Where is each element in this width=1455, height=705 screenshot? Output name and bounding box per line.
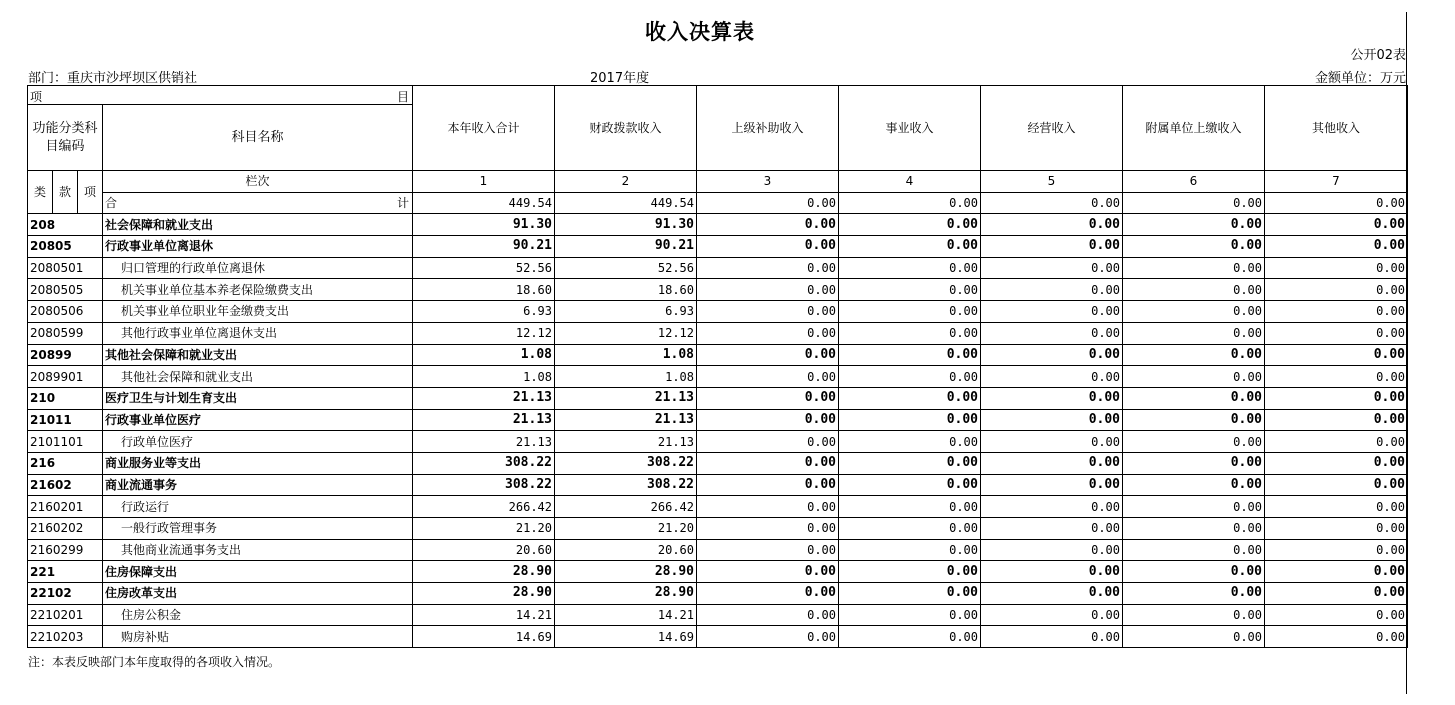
row-value-c2: 21.13 (555, 409, 697, 431)
total-c4: 0.00 (839, 192, 981, 214)
row-value-c3: 0.00 (697, 236, 839, 258)
table-row (28, 561, 1408, 583)
row-code: 2160202 (28, 518, 103, 540)
row-value-c3: 0.00 (697, 279, 839, 301)
header-xiang2: 项 (78, 171, 103, 214)
page-title: 收入决算表 (645, 20, 755, 44)
row-name: 商业服务业等支出 (103, 452, 413, 474)
col-number-5: 5 (981, 171, 1123, 193)
table-row (28, 257, 1408, 279)
table-row (28, 539, 1408, 561)
row-value-c7: 0.00 (1265, 561, 1408, 583)
row-value-c7: 0.00 (1265, 214, 1408, 236)
table-row (28, 583, 1408, 605)
row-code: 2160299 (28, 539, 103, 561)
row-value-c4: 0.00 (839, 387, 981, 409)
row-name: 行政事业单位医疗 (103, 409, 413, 431)
col-number-4: 4 (839, 171, 981, 193)
row-value-c5: 0.00 (981, 409, 1123, 431)
row-value-c6: 0.00 (1123, 604, 1265, 626)
row-value-c1: 266.42 (413, 496, 555, 518)
row-code: 21011 (28, 409, 103, 431)
header-c5: 经营收入 (981, 86, 1123, 171)
row-value-c6: 0.00 (1123, 539, 1265, 561)
row-value-c7: 0.00 (1265, 583, 1408, 605)
row-value-c3: 0.00 (697, 583, 839, 605)
total-ji: 计 (396, 195, 409, 210)
row-value-c6: 0.00 (1123, 561, 1265, 583)
row-value-c2: 52.56 (555, 257, 697, 279)
row-value-c2: 21.13 (555, 387, 697, 409)
row-value-c3: 0.00 (697, 301, 839, 323)
row-value-c7: 0.00 (1265, 301, 1408, 323)
header-lanci: 栏次 (103, 171, 413, 193)
row-value-c5: 0.00 (981, 496, 1123, 518)
row-value-c5: 0.00 (981, 387, 1123, 409)
row-value-c7: 0.00 (1265, 496, 1408, 518)
total-c6: 0.00 (1123, 192, 1265, 214)
col-number-7: 7 (1265, 171, 1408, 193)
header-xiang: 项 (30, 90, 43, 104)
row-name: 归口管理的行政单位离退休 (103, 257, 413, 279)
row-value-c4: 0.00 (839, 279, 981, 301)
row-value-c1: 6.93 (413, 301, 555, 323)
row-value-c4: 0.00 (839, 452, 981, 474)
row-value-c7: 0.00 (1265, 236, 1408, 258)
row-name: 住房改革支出 (103, 583, 413, 605)
row-value-c2: 91.30 (555, 214, 697, 236)
row-value-c6: 0.00 (1123, 452, 1265, 474)
row-value-c3: 0.00 (697, 387, 839, 409)
table-row (28, 518, 1408, 540)
row-code: 21602 (28, 474, 103, 496)
row-value-c4: 0.00 (839, 257, 981, 279)
footnote: 注：本表反映部门本年度取得的各项收入情况。 (28, 655, 281, 669)
table-row (28, 626, 1408, 648)
row-value-c6: 0.00 (1123, 409, 1265, 431)
row-name: 机关事业单位职业年金缴费支出 (103, 301, 413, 323)
total-label (103, 192, 413, 214)
row-value-c2: 1.08 (555, 366, 697, 388)
row-value-c2: 12.12 (555, 322, 697, 344)
row-name: 购房补贴 (103, 626, 413, 648)
row-value-c1: 21.13 (413, 387, 555, 409)
row-code: 2210203 (28, 626, 103, 648)
row-value-c3: 0.00 (697, 626, 839, 648)
header-mu: 目 (396, 90, 409, 104)
row-value-c5: 0.00 (981, 279, 1123, 301)
row-value-c3: 0.00 (697, 257, 839, 279)
row-name: 其他社会保障和就业支出 (103, 366, 413, 388)
row-value-c5: 0.00 (981, 452, 1123, 474)
row-value-c7: 0.00 (1265, 257, 1408, 279)
row-name: 商业流通事务 (103, 474, 413, 496)
header-subject-block (28, 86, 413, 171)
row-code: 2089901 (28, 366, 103, 388)
row-value-c4: 0.00 (839, 431, 981, 453)
row-value-c3: 0.00 (697, 322, 839, 344)
header-func-class: 功能分类科目编码 (28, 105, 103, 171)
row-value-c2: 6.93 (555, 301, 697, 323)
row-value-c6: 0.00 (1123, 626, 1265, 648)
table-row (28, 322, 1408, 344)
row-value-c1: 18.60 (413, 279, 555, 301)
row-value-c3: 0.00 (697, 561, 839, 583)
row-value-c5: 0.00 (981, 301, 1123, 323)
row-value-c7: 0.00 (1265, 474, 1408, 496)
row-value-c3: 0.00 (697, 496, 839, 518)
row-code: 20899 (28, 344, 103, 366)
total-c3: 0.00 (697, 192, 839, 214)
row-value-c6: 0.00 (1123, 387, 1265, 409)
row-value-c6: 0.00 (1123, 257, 1265, 279)
row-value-c4: 0.00 (839, 214, 981, 236)
row-value-c2: 14.69 (555, 626, 697, 648)
row-code: 2210201 (28, 604, 103, 626)
row-value-c7: 0.00 (1265, 322, 1408, 344)
col-number-6: 6 (1123, 171, 1265, 193)
row-value-c2: 28.90 (555, 583, 697, 605)
row-value-c1: 1.08 (413, 344, 555, 366)
header-subject-inner (28, 104, 413, 171)
row-value-c6: 0.00 (1123, 518, 1265, 540)
row-value-c3: 0.00 (697, 474, 839, 496)
row-value-c5: 0.00 (981, 257, 1123, 279)
row-value-c1: 308.22 (413, 474, 555, 496)
total-he: 合 (105, 195, 118, 210)
row-value-c5: 0.00 (981, 214, 1123, 236)
header-row (28, 86, 1408, 171)
unit-label: 金额单位：万元 (1314, 71, 1406, 86)
row-code: 2080599 (28, 322, 103, 344)
row-value-c4: 0.00 (839, 344, 981, 366)
row-code: 2080501 (28, 257, 103, 279)
income-table (27, 85, 1408, 648)
row-value-c3: 0.00 (697, 604, 839, 626)
row-value-c1: 28.90 (413, 583, 555, 605)
row-code: 221 (28, 561, 103, 583)
row-value-c4: 0.00 (839, 236, 981, 258)
row-value-c5: 0.00 (981, 236, 1123, 258)
row-value-c3: 0.00 (697, 214, 839, 236)
table-row (28, 431, 1408, 453)
row-value-c2: 21.13 (555, 431, 697, 453)
row-value-c6: 0.00 (1123, 344, 1265, 366)
row-value-c6: 0.00 (1123, 583, 1265, 605)
row-name: 行政事业单位离退休 (103, 236, 413, 258)
row-value-c7: 0.00 (1265, 626, 1408, 648)
table-row (28, 236, 1408, 258)
header-kuan: 款 (53, 171, 78, 214)
header-c1: 本年收入合计 (413, 86, 555, 171)
row-value-c4: 0.00 (839, 366, 981, 388)
table-row (28, 496, 1408, 518)
row-code: 2080506 (28, 301, 103, 323)
row-value-c6: 0.00 (1123, 279, 1265, 301)
row-value-c5: 0.00 (981, 431, 1123, 453)
row-value-c4: 0.00 (839, 583, 981, 605)
row-code: 2080505 (28, 279, 103, 301)
table-row (28, 344, 1408, 366)
header-c4: 事业收入 (839, 86, 981, 171)
year-label: 2017年度 (590, 71, 650, 86)
row-value-c7: 0.00 (1265, 539, 1408, 561)
row-value-c3: 0.00 (697, 518, 839, 540)
header-c2: 财政拨款收入 (555, 86, 697, 171)
row-value-c1: 90.21 (413, 236, 555, 258)
row-value-c1: 91.30 (413, 214, 555, 236)
row-value-c6: 0.00 (1123, 301, 1265, 323)
row-value-c6: 0.00 (1123, 236, 1265, 258)
total-row (28, 192, 1408, 214)
row-value-c5: 0.00 (981, 344, 1123, 366)
row-value-c7: 0.00 (1265, 452, 1408, 474)
row-value-c6: 0.00 (1123, 474, 1265, 496)
row-value-c4: 0.00 (839, 626, 981, 648)
header-c6: 附属单位上缴收入 (1123, 86, 1265, 171)
row-value-c6: 0.00 (1123, 366, 1265, 388)
row-value-c5: 0.00 (981, 626, 1123, 648)
row-value-c4: 0.00 (839, 301, 981, 323)
row-value-c7: 0.00 (1265, 344, 1408, 366)
row-value-c4: 0.00 (839, 604, 981, 626)
table-row (28, 452, 1408, 474)
row-value-c5: 0.00 (981, 518, 1123, 540)
table-row (28, 604, 1408, 626)
row-value-c7: 0.00 (1265, 518, 1408, 540)
table-row (28, 387, 1408, 409)
row-code: 20805 (28, 236, 103, 258)
row-value-c1: 52.56 (413, 257, 555, 279)
row-value-c3: 0.00 (697, 409, 839, 431)
row-value-c1: 1.08 (413, 366, 555, 388)
row-value-c1: 308.22 (413, 452, 555, 474)
row-value-c4: 0.00 (839, 561, 981, 583)
table-row (28, 409, 1408, 431)
row-value-c1: 12.12 (413, 322, 555, 344)
header-subject-name: 科目名称 (103, 105, 413, 171)
row-name: 医疗卫生与计划生育支出 (103, 387, 413, 409)
row-value-c3: 0.00 (697, 366, 839, 388)
row-value-c6: 0.00 (1123, 431, 1265, 453)
row-name: 其他社会保障和就业支出 (103, 344, 413, 366)
row-value-c7: 0.00 (1265, 431, 1408, 453)
row-value-c2: 18.60 (555, 279, 697, 301)
row-value-c5: 0.00 (981, 539, 1123, 561)
form-id: 公开02表 (1350, 48, 1406, 63)
table-row (28, 474, 1408, 496)
row-name: 其他行政事业单位离退休支出 (103, 322, 413, 344)
row-value-c6: 0.00 (1123, 322, 1265, 344)
row-value-c7: 0.00 (1265, 366, 1408, 388)
row-name: 住房公积金 (103, 604, 413, 626)
table-row (28, 366, 1408, 388)
row-code: 2101101 (28, 431, 103, 453)
row-name: 一般行政管理事务 (103, 518, 413, 540)
row-value-c2: 14.21 (555, 604, 697, 626)
row-value-c2: 266.42 (555, 496, 697, 518)
row-value-c3: 0.00 (697, 452, 839, 474)
row-value-c3: 0.00 (697, 344, 839, 366)
row-value-c1: 21.13 (413, 409, 555, 431)
header-lei: 类 (28, 171, 53, 214)
row-name: 机关事业单位基本养老保险缴费支出 (103, 279, 413, 301)
department-label: 部门：重庆市沙坪坝区供销社 (28, 71, 198, 86)
row-value-c2: 308.22 (555, 474, 697, 496)
row-value-c6: 0.00 (1123, 214, 1265, 236)
table-row (28, 279, 1408, 301)
row-name: 社会保障和就业支出 (103, 214, 413, 236)
row-value-c4: 0.00 (839, 474, 981, 496)
col-number-1: 1 (413, 171, 555, 193)
row-value-c4: 0.00 (839, 409, 981, 431)
row-value-c7: 0.00 (1265, 604, 1408, 626)
total-c7: 0.00 (1265, 192, 1408, 214)
row-value-c5: 0.00 (981, 366, 1123, 388)
row-value-c5: 0.00 (981, 561, 1123, 583)
row-value-c5: 0.00 (981, 583, 1123, 605)
row-value-c2: 20.60 (555, 539, 697, 561)
row-code: 208 (28, 214, 103, 236)
row-value-c5: 0.00 (981, 604, 1123, 626)
total-c5: 0.00 (981, 192, 1123, 214)
row-value-c4: 0.00 (839, 322, 981, 344)
header-c3: 上级补助收入 (697, 86, 839, 171)
row-value-c6: 0.00 (1123, 496, 1265, 518)
header-c7: 其他收入 (1265, 86, 1408, 171)
row-code: 216 (28, 452, 103, 474)
row-code: 210 (28, 387, 103, 409)
col-number-3: 3 (697, 171, 839, 193)
row-value-c4: 0.00 (839, 496, 981, 518)
row-name: 其他商业流通事务支出 (103, 539, 413, 561)
row-value-c2: 1.08 (555, 344, 697, 366)
row-name: 行政运行 (103, 496, 413, 518)
row-value-c7: 0.00 (1265, 279, 1408, 301)
row-value-c7: 0.00 (1265, 387, 1408, 409)
row-value-c3: 0.00 (697, 539, 839, 561)
row-code: 2160201 (28, 496, 103, 518)
row-name: 行政单位医疗 (103, 431, 413, 453)
row-value-c1: 20.60 (413, 539, 555, 561)
row-value-c1: 21.13 (413, 431, 555, 453)
table-row (28, 301, 1408, 323)
row-value-c5: 0.00 (981, 474, 1123, 496)
col-number-2: 2 (555, 171, 697, 193)
row-code: 22102 (28, 583, 103, 605)
row-value-c7: 0.00 (1265, 409, 1408, 431)
row-value-c2: 308.22 (555, 452, 697, 474)
row-value-c2: 28.90 (555, 561, 697, 583)
row-value-c1: 21.20 (413, 518, 555, 540)
row-value-c3: 0.00 (697, 431, 839, 453)
row-value-c1: 14.69 (413, 626, 555, 648)
total-c1: 449.54 (413, 192, 555, 214)
total-c2: 449.54 (555, 192, 697, 214)
table-row (28, 214, 1408, 236)
row-value-c2: 90.21 (555, 236, 697, 258)
row-name: 住房保障支出 (103, 561, 413, 583)
lanci-row (28, 171, 1408, 193)
row-value-c1: 14.21 (413, 604, 555, 626)
row-value-c1: 28.90 (413, 561, 555, 583)
row-value-c5: 0.00 (981, 322, 1123, 344)
row-value-c4: 0.00 (839, 539, 981, 561)
row-value-c2: 21.20 (555, 518, 697, 540)
row-value-c4: 0.00 (839, 518, 981, 540)
